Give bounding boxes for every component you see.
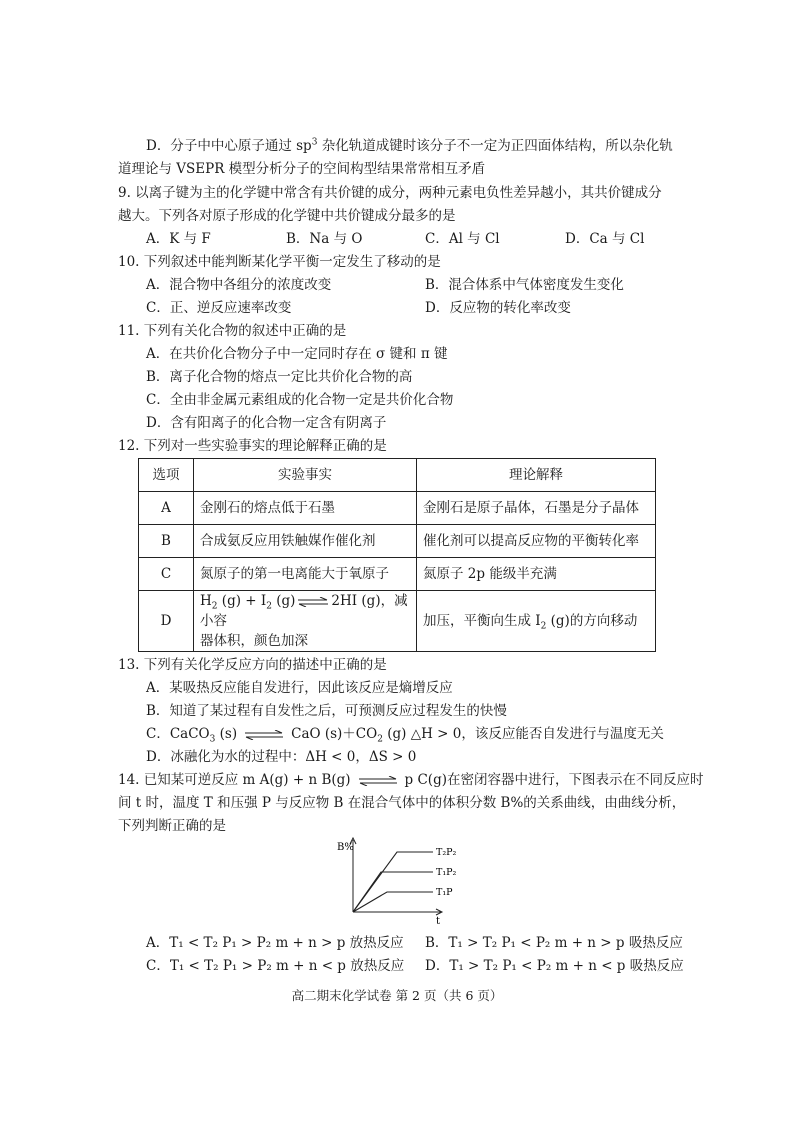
row-fact: $H_2$ $(g) + I_2$ (g) 2HI (g)，减小容 器体积，颜色加深 [194, 591, 417, 652]
q14-option-b: B．T₁ > T₂ P₁ < P₂ m + n > p 吸热反应 [425, 935, 683, 951]
q8-option-d-line1: D．分子中中心原子通过 $sp^3$ 杂化轨道成键时该分子不一定为正四面体结构，所以杂化轨 [146, 137, 673, 154]
row-option: C [139, 558, 194, 591]
curve-label-t1p: T₁P [436, 887, 453, 898]
q14-option-c: C．T₁ < T₂ P₁ > P₂ m + n < p 放热反应 [146, 958, 405, 974]
q14-stem-line3: 下列判断正确的是 [118, 818, 226, 834]
header-theory: 理论解释 [417, 459, 656, 492]
q10-option-a: A．混合物中各组分的浓度改变 [146, 277, 332, 293]
table-row [139, 558, 656, 591]
q9-stem-line1: 9. 以离子键为主的化学键中常含有共价键的成分，两种元素电负性差异越小，其共价键成分 [118, 185, 662, 201]
table-row [139, 492, 656, 525]
q14-option-a: A．T₁ < T₂ P₁ > P₂ m + n > p 放热反应 [146, 935, 404, 951]
table-row [139, 525, 656, 558]
header-fact: 实验事实 [194, 459, 417, 492]
q9-stem-line2: 越大。下列各对原子形成的化学键中共价键成分最多的是 [118, 208, 456, 224]
row-theory: 金刚石是原子晶体，石墨是分子晶体 [417, 492, 656, 525]
table-header-row [139, 459, 656, 492]
table-row [139, 591, 656, 652]
row-option: D [139, 591, 194, 652]
row-theory: 催化剂可以提高反应物的平衡转化率 [417, 525, 656, 558]
row-option: A [139, 492, 194, 525]
q11-stem: 11. 下列有关化合物的叙述中正确的是 [118, 323, 347, 339]
y-axis-label: B% [337, 842, 354, 853]
equilibrium-arrow-icon [359, 776, 397, 786]
row-fact: 合成氨反应用铁触媒作催化剂 [194, 525, 417, 558]
q9-option-a: A．K 与 F [146, 231, 211, 247]
equilibrium-arrow-icon [298, 597, 328, 607]
row-fact: 氮原子的第一电离能大于氧原子 [194, 558, 417, 591]
q8-option-d-line2: 道理论与 VSEPR 模型分析分子的空间构型结果常常相互矛盾 [118, 161, 486, 177]
equilibrium-arrow-icon [245, 730, 283, 740]
row-fact: 金刚石的熔点低于石墨 [194, 492, 417, 525]
row-theory: 加压，平衡向生成 $I_2$ (g)的方向移动 [417, 591, 656, 652]
q13-option-a: A．某吸热反应能自发进行，因此该反应是熵增反应 [146, 680, 453, 696]
q11-option-b: B．离子化合物的熔点一定比共价化合物的高 [146, 369, 413, 385]
q14-stem-line1: 14. 已知某可逆反应 m A(g) + n B(g) p C(g)在密闭容器中进行，下图表示在不同反应时 [118, 772, 704, 788]
q12-table [138, 458, 656, 652]
q11-option-a: A．在共价化合物分子中一定同时存在 σ 键和 π 键 [146, 346, 448, 362]
q14-option-d: D．T₁ > T₂ P₁ < P₂ m + n < p 吸热反应 [425, 958, 684, 974]
q9-option-d: D．Ca 与 Cl [565, 231, 645, 247]
q13-option-d: D．冰融化为水的过程中：ΔH < 0，ΔS > 0 [146, 749, 417, 765]
q11-option-c: C．全由非金属元素组成的化合物一定是共价化合物 [146, 392, 454, 408]
q14-stem-line2: 间 t 时，温度 T 和压强 P 与反应物 B 在混合气体中的体积分数 B%的关系曲线，由曲线分析， [118, 795, 686, 811]
page-footer: 高二期末化学试卷 第 2 页（共 6 页） [291, 988, 503, 1003]
q10-option-b: B．混合体系中气体密度发生变化 [425, 277, 624, 293]
q10-stem: 10. 下列叙述中能判断某化学平衡一定发生了移动的是 [118, 254, 441, 270]
q13-option-b: B．知道了某过程有自发性之后，可预测反应过程发生的快慢 [146, 703, 507, 719]
header-option: 选项 [139, 459, 194, 492]
curve-t2p2 [353, 852, 433, 912]
q13-option-c: C．CaCO$_3$ (s) CaO $(s)+CO_2$ (g) △H > 0，该反应能否自发进行与温度无关 [146, 726, 664, 745]
curve-label-t1p2: T₁P₂ [436, 867, 457, 878]
q10-option-d: D．反应物的转化率改变 [425, 300, 571, 316]
x-axis-label: t [436, 916, 441, 926]
q9-option-c: C．Al 与 Cl [425, 231, 500, 247]
row-option: B [139, 525, 194, 558]
q12-stem: 12. 下列对一些实验事实的理论解释正确的是 [118, 438, 387, 454]
row-theory: 氮原子 2p 能级半充满 [417, 558, 656, 591]
q11-option-d: D．含有阳离子的化合物一定含有阴离子 [146, 415, 387, 431]
q9-option-b: B．Na 与 O [286, 231, 363, 247]
q10-option-c: C．正、逆反应速率改变 [146, 300, 292, 316]
curve-label-t2p2: T₂P₂ [436, 847, 457, 858]
q14-graph [333, 830, 483, 926]
q13-stem: 13. 下列有关化学反应方向的描述中正确的是 [118, 657, 387, 673]
